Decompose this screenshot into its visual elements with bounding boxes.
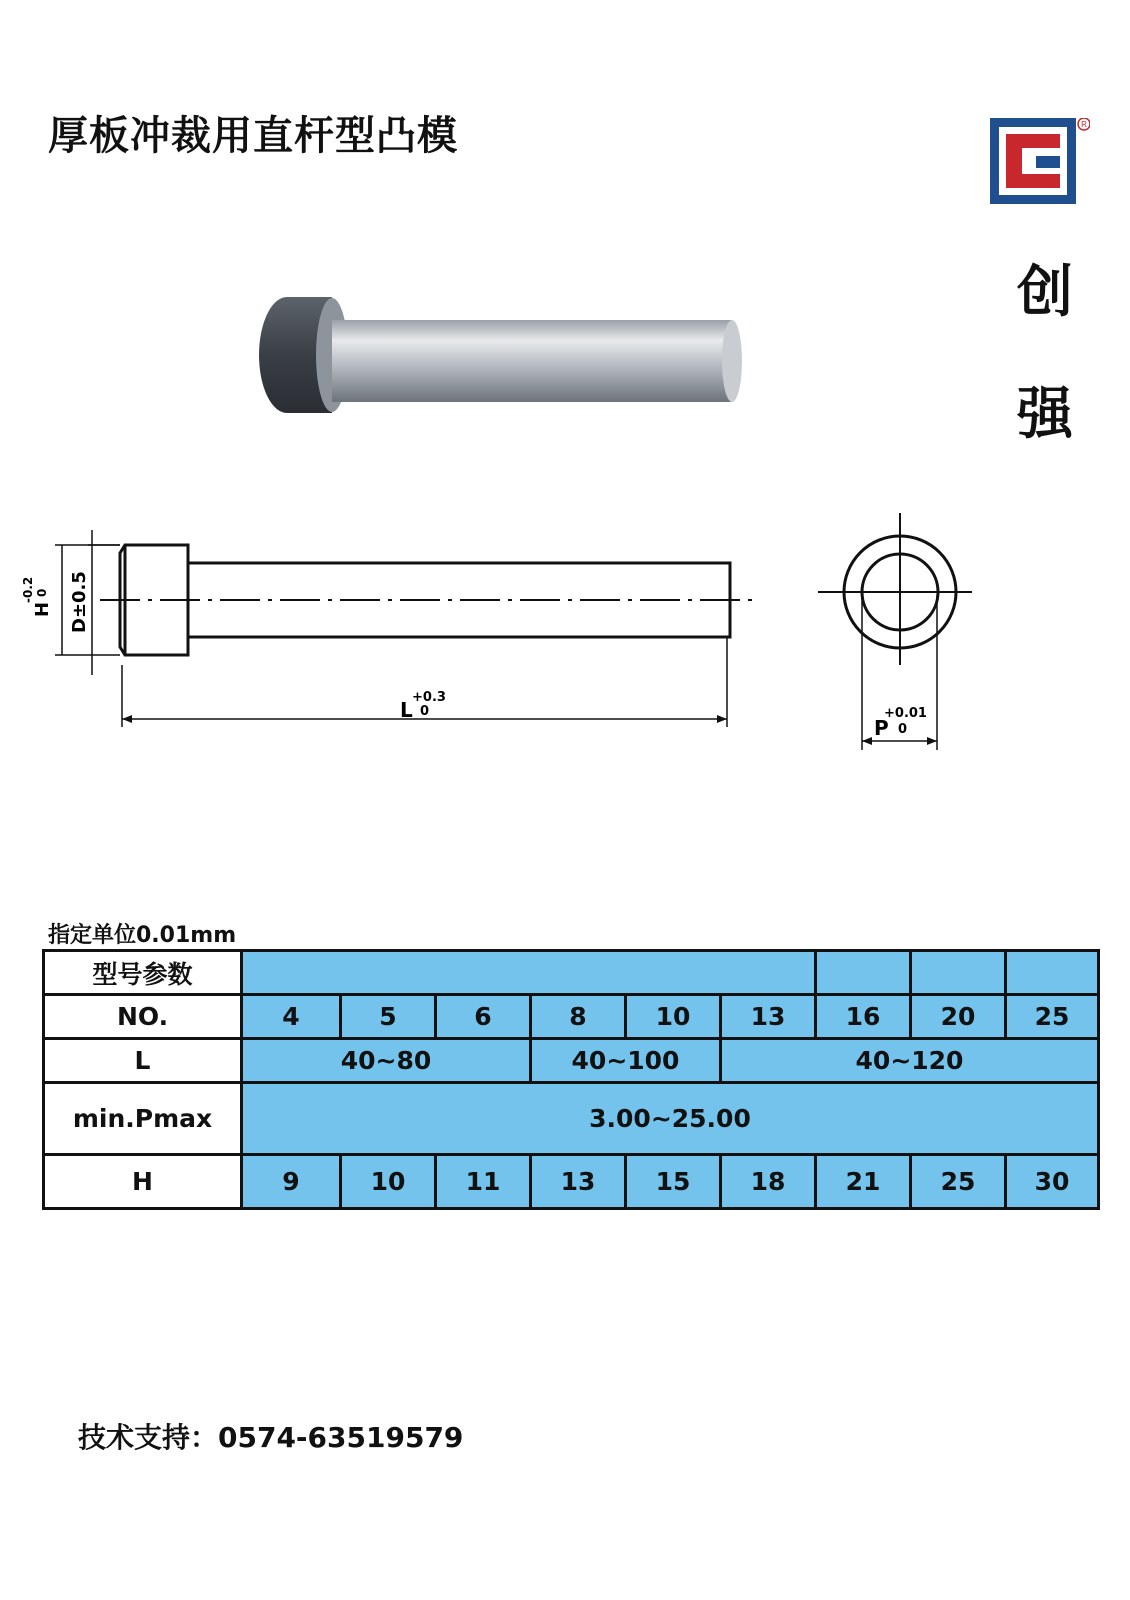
h-cell: 18 bbox=[721, 1155, 816, 1209]
dim-l-tol-bot: 0 bbox=[420, 704, 430, 719]
table-row-l bbox=[44, 1039, 1099, 1083]
support-contact: 技术支持：0574-63519579 bbox=[78, 1421, 464, 1454]
dim-p-tol-top: +0.01 bbox=[884, 706, 927, 721]
header-blank bbox=[816, 951, 911, 995]
no-cell: 20 bbox=[911, 995, 1006, 1039]
unit-note: 指定单位0.01mm bbox=[48, 923, 237, 948]
table-row-p bbox=[44, 1083, 1099, 1155]
dim-l: L bbox=[400, 698, 413, 722]
header-label: 型号参数 bbox=[44, 951, 242, 995]
no-cell: 25 bbox=[1006, 995, 1099, 1039]
no-cell: 10 bbox=[626, 995, 721, 1039]
h-label: H bbox=[44, 1155, 242, 1209]
brand-char-2: 强 bbox=[1017, 382, 1073, 447]
header-blank bbox=[242, 951, 816, 995]
punch-photo bbox=[255, 290, 765, 440]
l-label: L bbox=[44, 1039, 242, 1083]
h-cell: 30 bbox=[1006, 1155, 1099, 1209]
dim-l-tol-top: +0.3 bbox=[412, 690, 446, 705]
header-blank bbox=[1006, 951, 1099, 995]
h-cell: 21 bbox=[816, 1155, 911, 1209]
l-cell: 40~120 bbox=[721, 1039, 1099, 1083]
brand-logo bbox=[990, 118, 1090, 218]
l-cell: 40~80 bbox=[242, 1039, 531, 1083]
no-cell: 16 bbox=[816, 995, 911, 1039]
dim-h-tol-top: -0.2 bbox=[21, 576, 35, 603]
logo-blue-bar bbox=[1036, 156, 1060, 168]
dim-h: H bbox=[32, 601, 53, 617]
no-cell: 4 bbox=[242, 995, 341, 1039]
dim-d: D±0.5 bbox=[69, 571, 90, 633]
h-cell: 10 bbox=[341, 1155, 436, 1209]
spec-table bbox=[42, 949, 1100, 1210]
photo-shaft bbox=[332, 320, 732, 402]
header-blank bbox=[911, 951, 1006, 995]
no-label: NO. bbox=[44, 995, 242, 1039]
brand-char-1: 创 bbox=[1017, 260, 1073, 325]
no-cell: 8 bbox=[531, 995, 626, 1039]
table-row-header bbox=[44, 951, 1099, 995]
p-cell: 3.00~25.00 bbox=[242, 1083, 1099, 1155]
dim-p: P bbox=[874, 716, 889, 740]
no-cell: 13 bbox=[721, 995, 816, 1039]
dim-p-tol-bot: 0 bbox=[898, 722, 908, 737]
h-cell: 11 bbox=[436, 1155, 531, 1209]
svg-text:R: R bbox=[1081, 120, 1087, 129]
photo-shaft-end bbox=[722, 320, 742, 402]
no-cell: 6 bbox=[436, 995, 531, 1039]
table-row-no bbox=[44, 995, 1099, 1039]
dim-h-tol-bot: 0 bbox=[35, 588, 49, 597]
h-cell: 9 bbox=[242, 1155, 341, 1209]
h-cell: 15 bbox=[626, 1155, 721, 1209]
p-label: min.Pmax bbox=[44, 1083, 242, 1155]
l-cell: 40~100 bbox=[531, 1039, 721, 1083]
no-cell: 5 bbox=[341, 995, 436, 1039]
h-cell: 13 bbox=[531, 1155, 626, 1209]
h-cell: 25 bbox=[911, 1155, 1006, 1209]
page-title: 厚板冲裁用直杆型凸模 bbox=[48, 113, 458, 159]
technical-drawing bbox=[0, 505, 1130, 775]
table-row-h bbox=[44, 1155, 1099, 1209]
